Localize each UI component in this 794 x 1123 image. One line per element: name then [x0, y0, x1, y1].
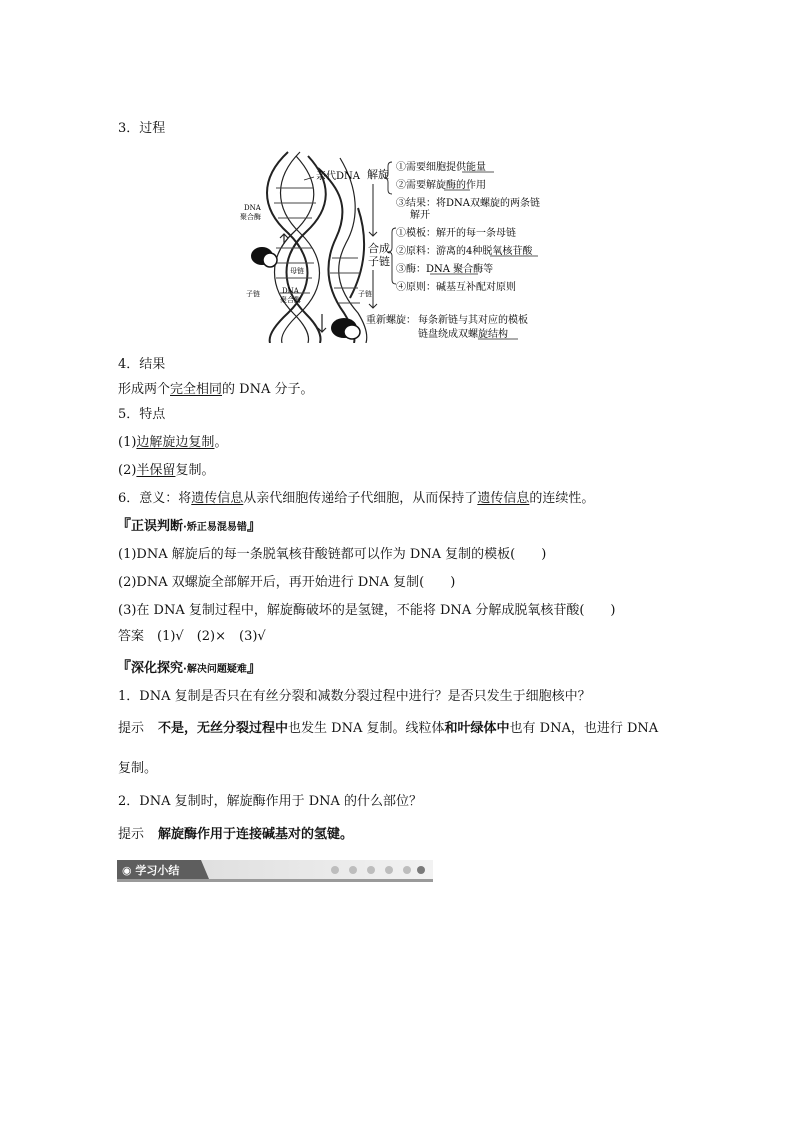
- dna-replication-diagram: [240, 148, 560, 343]
- explore-header: 『深化探究·解决问题疑难』: [116, 658, 262, 676]
- respiral-line-1: 每条新链与其对应的模板: [418, 315, 528, 326]
- section-5-heading: 5．特点: [118, 407, 166, 422]
- synth-label-2: 子链: [368, 255, 390, 268]
- unwind-item-1: ①需要细胞提供能量: [396, 162, 486, 173]
- section-5-item-1: (1)边解旋边复制。: [118, 435, 228, 450]
- unwind-item-3: ③结果：将DNA双螺旋的两条链: [396, 198, 540, 209]
- synth-item-1: ①模板：解开的每一条母链: [396, 228, 516, 239]
- dna-polymerase-label-1a: DNA: [244, 204, 261, 212]
- explore-q1: 1．DNA 复制是否只在有丝分裂和减数分裂过程中进行？是否只发生于细胞核中？: [118, 689, 591, 704]
- explore-hint2: 提示 解旋酶作用于连接碱基对的氢键。: [118, 827, 354, 842]
- respiral-line-2: 链盘绕成双螺旋结构: [418, 329, 508, 340]
- mother-chain-label: 母链: [290, 267, 304, 275]
- judge-q1: (1)DNA 解旋后的每一条脱氧核苷酸链都可以作为 DNA 复制的模板( ): [118, 547, 547, 562]
- bracket-open-icon: 『: [116, 658, 132, 676]
- judge-answer: 答案 (1)√ (2)× (3)√: [118, 629, 266, 644]
- synth-label-1: 合成: [368, 242, 390, 255]
- synth-item-2: ②原料：游离的4种脱氧核苷酸: [396, 246, 533, 257]
- explore-hint1: 提示 不是，无丝分裂过程中也发生 DNA 复制。线粒体和叶绿体中也有 DNA，也进行 DNA: [118, 721, 659, 736]
- section-4-heading: 4．结果: [118, 357, 166, 372]
- summary-title: ◉ 学习小结: [122, 864, 180, 877]
- dna-polymerase-label-1b: 聚合酶: [240, 213, 261, 221]
- bracket-close-icon: 』: [246, 658, 262, 676]
- judge-header: 『正误判断·矫正易混易错』: [116, 516, 262, 534]
- unwind-item-2: ②需要解旋酶的作用: [396, 180, 486, 191]
- section-6-text: 6．意义：将遗传信息从亲代细胞传递给子代细胞，从而保持了遗传信息的连续性。: [118, 491, 595, 506]
- parent-dna-label: 亲代DNA: [316, 171, 360, 182]
- judge-q3: (3)在 DNA 复制过程中，解旋酶破坏的是氢键，不能将 DNA 分解成脱氧核苷酸( ): [118, 603, 616, 618]
- synth-item-4: ④原则：碱基互补配对原则: [396, 282, 516, 293]
- unwind-item-4: 解开: [410, 210, 430, 221]
- bracket-close-icon: 』: [246, 516, 262, 534]
- explore-q2: 2．DNA 复制时，解旋酶作用于 DNA 的什么部位？: [118, 794, 423, 809]
- unwind-label: 解旋: [367, 168, 389, 181]
- section-5-item-2: (2)半保留复制。: [118, 463, 215, 478]
- dna-polymerase-label-2b: 聚合酶: [280, 296, 301, 304]
- summary-bar: [117, 860, 433, 884]
- blank-identical: 完全相同: [170, 382, 223, 397]
- child-chain-label-1: 子链: [246, 290, 260, 298]
- dna-polymerase-label-2a: DNA: [282, 287, 299, 295]
- respiral-label: 重新螺旋：: [366, 315, 416, 326]
- judge-q2: (2)DNA 双螺旋全部解开后，再开始进行 DNA 复制( ): [118, 575, 456, 590]
- synth-item-3: ③酶：DNA 聚合酶等: [396, 264, 494, 275]
- bracket-open-icon: 『: [116, 516, 132, 534]
- section-4-text: 形成两个完全相同的 DNA 分子。: [118, 382, 314, 397]
- explore-hint1-continued: 复制。: [118, 761, 158, 776]
- child-chain-label-2: 子链: [358, 290, 372, 298]
- section-3-heading: 3．过程: [118, 121, 166, 136]
